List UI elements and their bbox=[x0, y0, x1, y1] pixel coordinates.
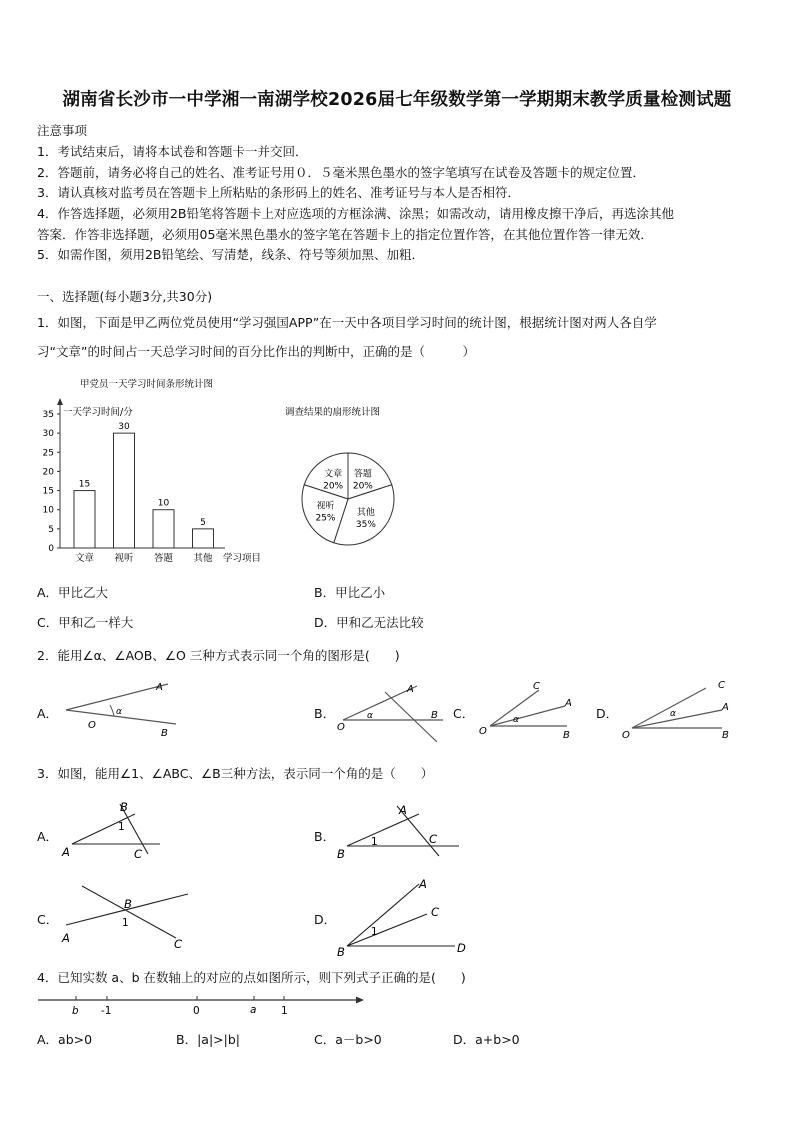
q4-option-d[interactable]: D．a+b>0 bbox=[453, 1032, 520, 1047]
notes-heading: 注意事项 bbox=[37, 123, 88, 138]
q3-figure-b bbox=[335, 800, 465, 864]
q2-stem: 2．能用∠α、∠AOB、∠O 三种方式表示同一个角的图形是( ) bbox=[37, 648, 400, 663]
q3-figure-c bbox=[58, 880, 198, 952]
svg-text:C: C bbox=[533, 681, 540, 692]
svg-text:B: B bbox=[722, 730, 729, 741]
svg-text:B: B bbox=[120, 800, 128, 814]
q3-figure-a bbox=[60, 798, 170, 864]
svg-text:B: B bbox=[337, 847, 345, 861]
q4-stem: 4．已知实数 a、b 在数轴上的对应的点如图所示，则下列式子正确的是( ) bbox=[37, 970, 466, 985]
note-item: 1．考试结束后，请将本试卷和答题卡一并交回． bbox=[37, 144, 308, 159]
page-title: 湖南省长沙市一中学湘一南湖学校2026届七年级数学第一学期期末教学质量检测试题 bbox=[62, 90, 732, 110]
svg-text:B: B bbox=[563, 730, 570, 741]
svg-text:C: C bbox=[431, 905, 440, 919]
q2-option-a-label[interactable]: A． bbox=[37, 706, 59, 721]
pie-slice-label: 其他 bbox=[356, 507, 375, 518]
axis-label-0: 0 bbox=[193, 1005, 200, 1017]
pie-chart-title: 调查结果的扇形统计图 bbox=[285, 407, 381, 418]
svg-text:A: A bbox=[722, 702, 729, 713]
svg-text:O: O bbox=[479, 726, 487, 737]
bar-category-label: 视听 bbox=[114, 553, 134, 564]
pie-slice-value: 35% bbox=[355, 519, 376, 530]
svg-text:1: 1 bbox=[122, 917, 129, 929]
note-item: 答案．作答非选择题，必须用05毫米黑色墨水的签字笔在答题卡上的指定位置作答，在其他位置作答一律无效． bbox=[37, 227, 653, 242]
pie-slice-label: 视听 bbox=[316, 501, 335, 512]
q4-number-line bbox=[36, 992, 366, 1018]
bar-y-tick-label: 0 bbox=[48, 544, 54, 554]
bar-y-tick-label: 30 bbox=[42, 429, 54, 440]
pie-slice-value: 25% bbox=[315, 513, 336, 524]
svg-text:B: B bbox=[124, 897, 132, 911]
svg-text:A: A bbox=[62, 845, 70, 859]
bar-category-label: 文章 bbox=[74, 553, 95, 564]
bar-category-label: 其他 bbox=[193, 553, 213, 564]
q2-figure-a bbox=[58, 678, 183, 738]
svg-text:D: D bbox=[457, 941, 466, 955]
bar-chart-title: 甲党员一天学习时间条形统计图 bbox=[80, 379, 214, 390]
bar-value-label: 15 bbox=[78, 479, 91, 490]
bar-y-arrow bbox=[57, 398, 63, 405]
note-item: 2．答题前，请务必将自己的姓名、准考证号用０．５毫米黑色墨水的签字笔填写在试卷及答题卡的规定位置． bbox=[37, 165, 645, 180]
q3-option-b-label[interactable]: B． bbox=[314, 829, 336, 844]
svg-text:1: 1 bbox=[371, 836, 378, 848]
svg-text:O: O bbox=[337, 722, 345, 733]
svg-text:C: C bbox=[174, 937, 183, 951]
q2-figure-d bbox=[618, 676, 738, 744]
label-alpha: α bbox=[116, 707, 122, 717]
q1-option-a[interactable]: A．甲比乙大 bbox=[37, 585, 109, 600]
q1-stem-line2: 习“文章”的时间占一天总学习时间的百分比作出的判断中，正确的是（ ） bbox=[37, 344, 475, 359]
bar-value-label: 10 bbox=[157, 498, 170, 509]
bar-value-label: 30 bbox=[118, 422, 130, 433]
axis-label-a: a bbox=[250, 1004, 257, 1016]
q1-option-d[interactable]: D．甲和乙无法比较 bbox=[314, 615, 424, 630]
q3-figure-d bbox=[335, 872, 475, 960]
label-O: O bbox=[88, 720, 96, 731]
svg-text:C: C bbox=[718, 680, 725, 691]
q3-stem: 3．如图，能用∠1、∠ABC、∠B三种方法，表示同一个角的是（ ） bbox=[37, 766, 434, 781]
bar bbox=[74, 491, 95, 548]
bar-chart bbox=[30, 372, 280, 572]
svg-text:A: A bbox=[407, 684, 414, 695]
axis-label-minus-1: -1 bbox=[101, 1005, 112, 1017]
label-A: A bbox=[156, 682, 163, 693]
axis-label-b: b bbox=[72, 1005, 79, 1017]
q4-option-a[interactable]: A．ab>0 bbox=[37, 1032, 93, 1047]
bar bbox=[193, 529, 214, 548]
svg-text:C: C bbox=[429, 832, 438, 846]
q1-option-b[interactable]: B．甲比乙小 bbox=[314, 585, 386, 600]
q2-option-d-label[interactable]: D． bbox=[596, 706, 619, 721]
q2-figure-b bbox=[335, 678, 450, 744]
pie-slice-label: 文章 bbox=[324, 469, 343, 480]
svg-text:1: 1 bbox=[371, 926, 378, 938]
q1-stem-line1: 1．如图，下面是甲乙两位党员使用“学习强国APP”在一天中各项目学习时间的统计图，根据统计图对两人各自学 bbox=[37, 315, 657, 330]
bar-y-tick-label: 5 bbox=[48, 524, 54, 535]
pie-slice-value: 20% bbox=[323, 481, 344, 492]
section-heading: 一、选择题(每小题3分,共30分) bbox=[37, 289, 213, 304]
bar-y-tick-label: 20 bbox=[42, 467, 54, 478]
bar bbox=[114, 433, 135, 548]
q3-option-d-label[interactable]: D． bbox=[314, 912, 337, 927]
bar-value-label: 5 bbox=[200, 517, 206, 528]
label-B: B bbox=[161, 728, 168, 738]
note-item: 5．如需作图，须用2B铅笔绘、写清楚，线条、符号等须加黑、加粗． bbox=[37, 247, 424, 262]
svg-text:α: α bbox=[513, 715, 519, 725]
pie-slice-label: 答题 bbox=[353, 469, 372, 480]
axis-label-1: 1 bbox=[281, 1005, 288, 1017]
bar bbox=[153, 510, 174, 548]
svg-text:α: α bbox=[367, 711, 373, 721]
bar-y-tick-label: 15 bbox=[42, 486, 54, 497]
svg-text:A: A bbox=[62, 931, 70, 945]
svg-text:A: A bbox=[419, 877, 427, 891]
pie-slice-value: 20% bbox=[352, 481, 373, 492]
svg-text:B: B bbox=[431, 710, 438, 721]
svg-text:1: 1 bbox=[118, 821, 125, 833]
svg-text:A: A bbox=[565, 698, 572, 709]
q3-option-c-label[interactable]: C． bbox=[37, 912, 59, 927]
note-item: 4．作答选择题，必须用2B铅笔将答题卡上对应选项的方框涂满、涂黑；如需改动，请用橡皮擦干净后，再选涂其他 bbox=[37, 206, 674, 221]
svg-text:C: C bbox=[134, 847, 143, 861]
bar-y-tick-label: 10 bbox=[42, 505, 54, 516]
bar-category-label: 答题 bbox=[153, 553, 174, 564]
svg-text:α: α bbox=[670, 709, 676, 719]
bar-y-label: 一天学习时间/分 bbox=[63, 407, 133, 418]
q2-option-c-label[interactable]: C． bbox=[453, 706, 475, 721]
q4-option-c[interactable]: C．a－b>0 bbox=[314, 1032, 382, 1047]
pie-chart bbox=[270, 398, 420, 558]
bar-y-tick-label: 25 bbox=[42, 448, 54, 459]
q2-figure-c bbox=[475, 678, 580, 744]
q3-option-a-label[interactable]: A． bbox=[37, 829, 59, 844]
q2-option-b-label[interactable]: B． bbox=[314, 706, 336, 721]
q4-option-b[interactable]: B．|a|>|b| bbox=[176, 1032, 240, 1047]
svg-text:O: O bbox=[622, 730, 630, 741]
svg-text:A: A bbox=[399, 803, 407, 817]
q1-option-c[interactable]: C．甲和乙一样大 bbox=[37, 615, 134, 630]
bar-x-label: 学习项目 bbox=[223, 553, 262, 564]
bar-y-tick-label: 35 bbox=[42, 410, 54, 420]
note-item: 3．请认真核对监考员在答题卡上所粘贴的条形码上的姓名、准考证号与本人是否相符． bbox=[37, 185, 520, 200]
svg-text:B: B bbox=[337, 945, 345, 959]
